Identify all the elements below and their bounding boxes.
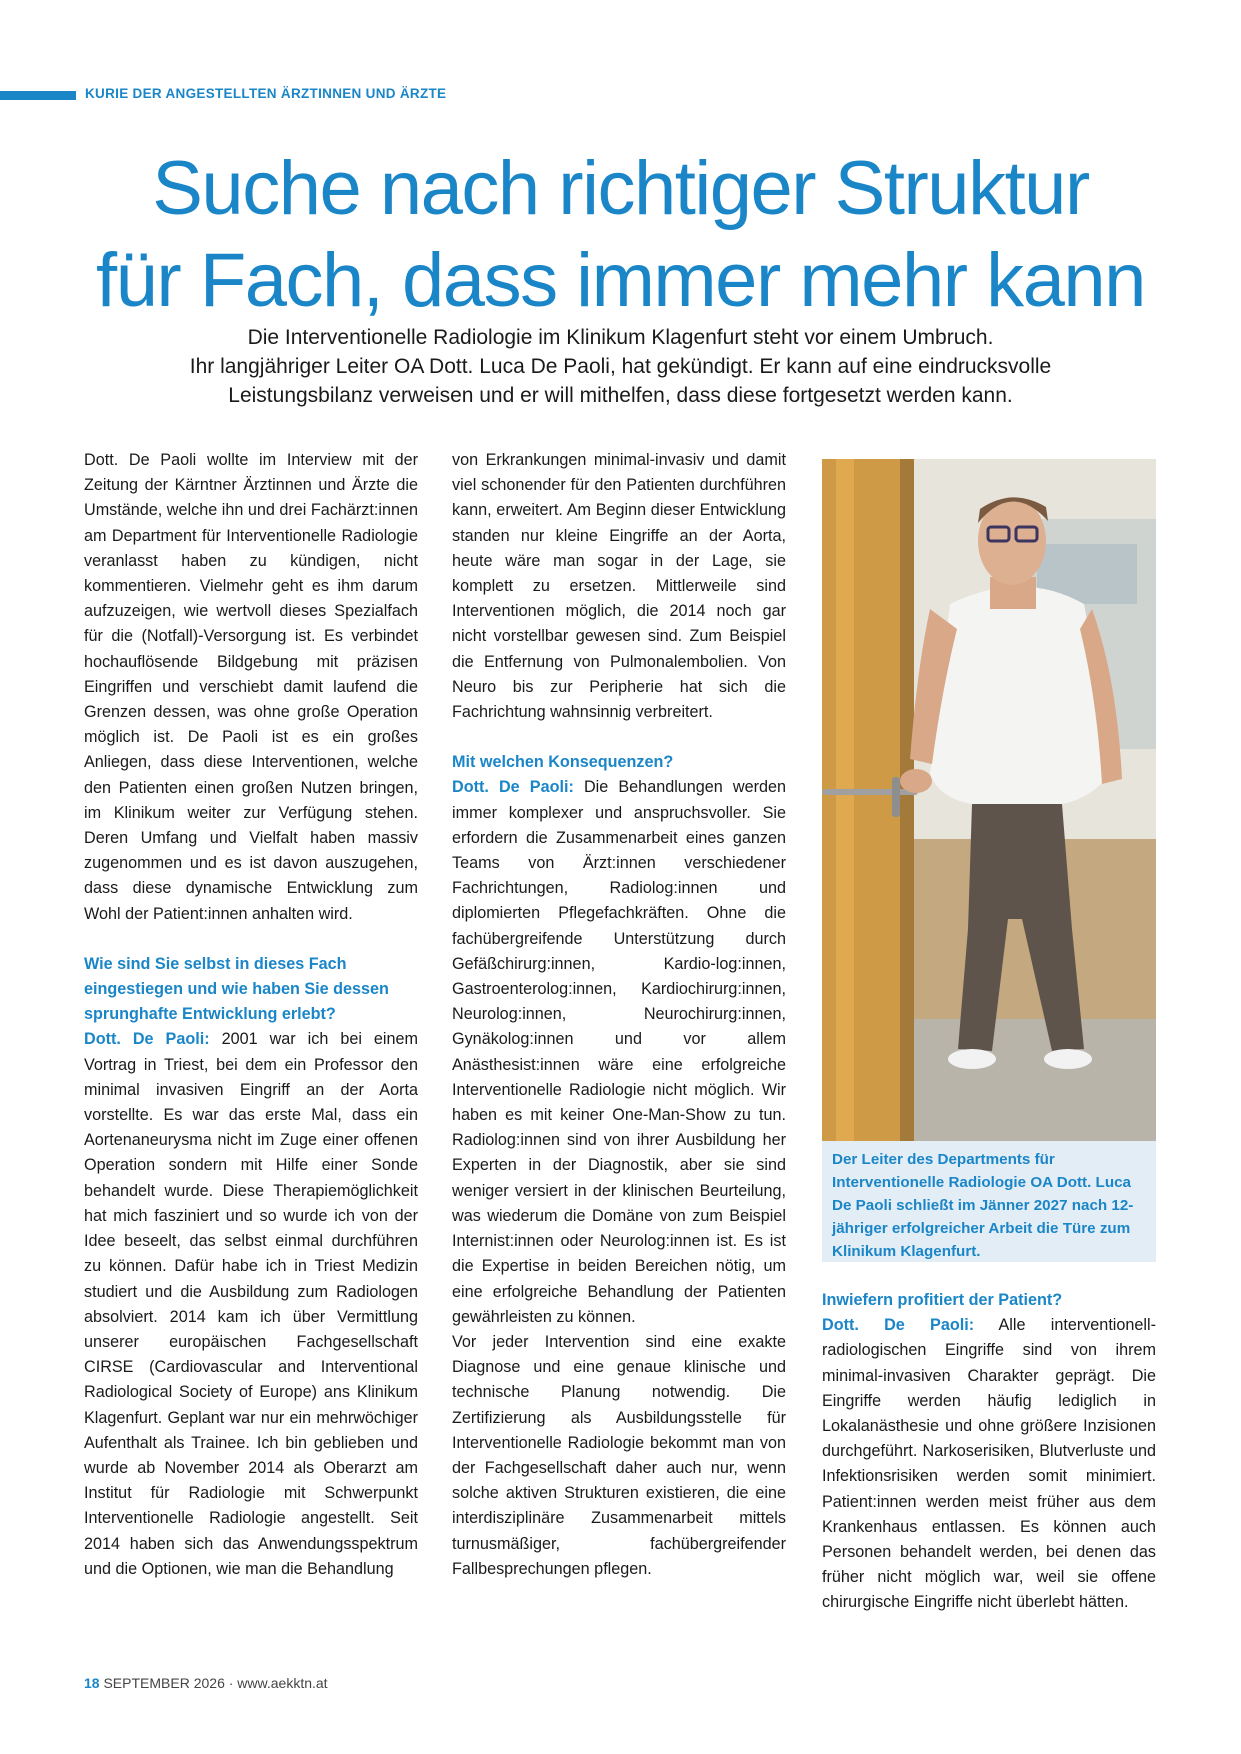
speaker-label: Dott. De Paoli: — [452, 778, 574, 797]
section-label: KURIE DER ANGESTELLTEN ÄRZTINNEN UND ÄRZTE — [85, 86, 447, 101]
answer-1-text: 2001 war ich bei einem Vortrag in Triest, bei dem ein Professor den minimal invasiven Eingriff an der Aorta vorstellte. Es war das erste Mal, dass ein Aortenaneurysma nicht im Zuge einer offenen Operation sondern mit Hilfe einer Sonde behandelt wurde. Diese Therapiemöglichkeit hat mich fasziniert und so wurde ich von der Idee beseelt, das selbst einmal durchführen zu können. Dafür habe ich in Triest Medizin studiert und die Ausbildung zum Radiologen absolviert. 2014 kam ich über Vermittlung unserer europäischen Fachgesellschaft CIRSE (Cardiovascular and Interventional Radiological Society of Europe) ans Klinikum Klagenfurt. Geplant war nur ein mehrwöchiger Aufenthalt als Trainee. Ich bin geblieben und wurde ab November 2014 als Oberarzt am Institut für Radiologie mit Schwerpunkt Interventionelle Radiologie angestellt. Seit 2014 haben sich das Anwendungsspektrum und die Optionen, wie man die Behandlung — [84, 1030, 418, 1578]
question-1: Wie sind Sie selbst in dieses Fach eingestiegen und wie haben Sie dessen sprunghafte Entwicklung erlebt? — [84, 954, 389, 1024]
lead-line-1: Die Interventionelle Radiologie im Klinikum Klagenfurt steht vor einem Umbruch. — [247, 326, 994, 349]
article-column-2 — [452, 448, 786, 1582]
article-column-3 — [822, 1288, 1156, 1616]
answer-1 — [84, 1027, 418, 1581]
question-3: Inwiefern profitiert der Patient? — [822, 1291, 1063, 1309]
lead-line-3: Leistungsbilanz verweisen und er will mithelfen, dass diese fortgesetzt werden kann. — [228, 384, 1013, 407]
portrait-illustration — [822, 459, 1156, 1141]
headline-line-2: für Fach, dass immer mehr kann — [96, 238, 1145, 323]
intro-paragraph: Dott. De Paoli wollte im Interview mit der Zeitung der Kärntner Ärztinnen und Ärzte die Umstände, welche ihn und drei Fachärzt:innen am Department für Interventionelle Radiologie veranlasst haben zu kündigen, nicht kommentieren. Vielmehr geht es ihm darum aufzuzeigen, wie wertvoll dieses Spezialfach für die (Notfall)-Versorgung ist. Es verbindet hochauflösende Bildgebung mit präzisen Eingriffen und verschiebt damit laufend die Grenzen dessen, was ohne große Operation möglich ist. De Paoli ist es ein großes Anliegen, dass diese Interventionen, welche den Patienten einen großen Nutzen bringen, im Klinikum weiter zur Verfügung stehen. Deren Umfang und Vielfalt haben massiv zugenommen und es ist davon auszugehen, dass diese dynamische Entwicklung zum Wohl der Patient:innen anhalten wird. — [84, 451, 418, 923]
speaker-label: Dott. De Paoli: — [84, 1030, 210, 1049]
section-color-bar — [0, 91, 76, 100]
page-footer — [84, 1675, 328, 1691]
speaker-label: Dott. De Paoli: — [822, 1316, 975, 1335]
answer-1-continued: von Erkrankungen minimal-invasiv und damit viel schonender für den Patienten durchführen kann, erweitert. Am Beginn dieser Entwicklung standen nur kleine Eingriffe an der Aorta, heute wäre man sogar in der Lage, sie komplett zu ersetzen. Mittlerweile sind Interventionen möglich, die 2014 noch gar nicht vorstellbar gewesen sind. Zum Beispiel die Entfernung von Pulmonalembolien. Von Neuro bis zur Peripherie hat sich die Fachrichtung wahnsinnig verbreitert. — [452, 451, 786, 722]
answer-3 — [822, 1313, 1156, 1615]
page-number: 18 — [84, 1675, 100, 1691]
photo-caption: Der Leiter des Departments für Interventionelle Radiologie OA Dott. Luca De Paoli schließt im Jänner 2027 nach 12-jähriger erfolgreicher Arbeit die Türe zum Klinikum Klagenfurt. — [822, 1141, 1156, 1262]
question-2: Mit welchen Konsequenzen? — [452, 753, 674, 772]
portrait-photo — [822, 459, 1156, 1141]
answer-3-text: Alle interventionell-radiologischen Eingriffe sind von ihrem minimal-invasiven Charakter geprägt. Die Eingriffe werden häufig lediglich in Lokalanästhesie und ohne größere Inzisionen durchgeführt. Narkoserisiken, Blutverluste und Infektionsrisiken werden somit minimiert. Patient:innen werden meist früher aus dem Krankenhaus entlassen. Es können auch Personen behandelt werden, bei denen das früher nicht möglich war, weil sie offene chirurgische Eingriffe nicht überlebt hätten. — [822, 1316, 1156, 1612]
headline-line-1: Suche nach richtiger Struktur — [152, 146, 1089, 231]
article-column-1 — [84, 448, 418, 1582]
lead-line-2: Ihr langjähriger Leiter OA Dott. Luca De Paoli, hat gekündigt. Er kann auf eine eindrucksvolle — [189, 355, 1052, 378]
answer-2-text: Die Behandlungen werden immer komplexer und anspruchsvoller. Sie erfordern die Zusammenarbeit eines ganzen Teams von Ärzt:innen verschiedener Fachrichtungen, Radiolog:innen und diplomierten Pflegefachkräften. Ohne die fachübergreifende Unterstützung durch Gefäßchirurg:innen, Kardio-log:innen, Gastroenterolog:innen, Kardiochirurg:innen, Neurolog:innen, Neurochirurg:innen, Gynäkolog:innen und vor allem Anästhesist:innen wäre eine erfolgreiche Interventionelle Radiologie nicht möglich. Wir haben es mit keiner One-Man-Show zu tun. Radiolog:innen sind von ihrer Ausbildung her Experten in der Diagnostik, aber sie sind weniger versiert in der klinischen Beurteilung, was wiederum die Domäne von zum Beispiel Internist:innen oder Neurolog:innen ist. Es ist die Expertise in beiden Bereichen nötig, um eine erfolgreiche Behandlung der Patienten gewährleisten zu können. — [452, 778, 787, 1326]
answer-2 — [452, 775, 786, 1329]
issue-info: SEPTEMBER 2026 · www.aekktn.at — [103, 1675, 328, 1691]
answer-2b: Vor jeder Intervention sind eine exakte Diagnose und eine genaue klinische und technische Planung notwendig. Die Zertifizierung als Ausbildungsstelle für Interventionelle Radiologie bekommt man von der Fachgesellschaft daher auch nur, wenn solche aktiven Strukturen existieren, die eine interdisziplinäre Zusammenarbeit mittels turnusmäßiger, fachübergreifender Fallbesprechungen pflegen. — [452, 1332, 786, 1578]
